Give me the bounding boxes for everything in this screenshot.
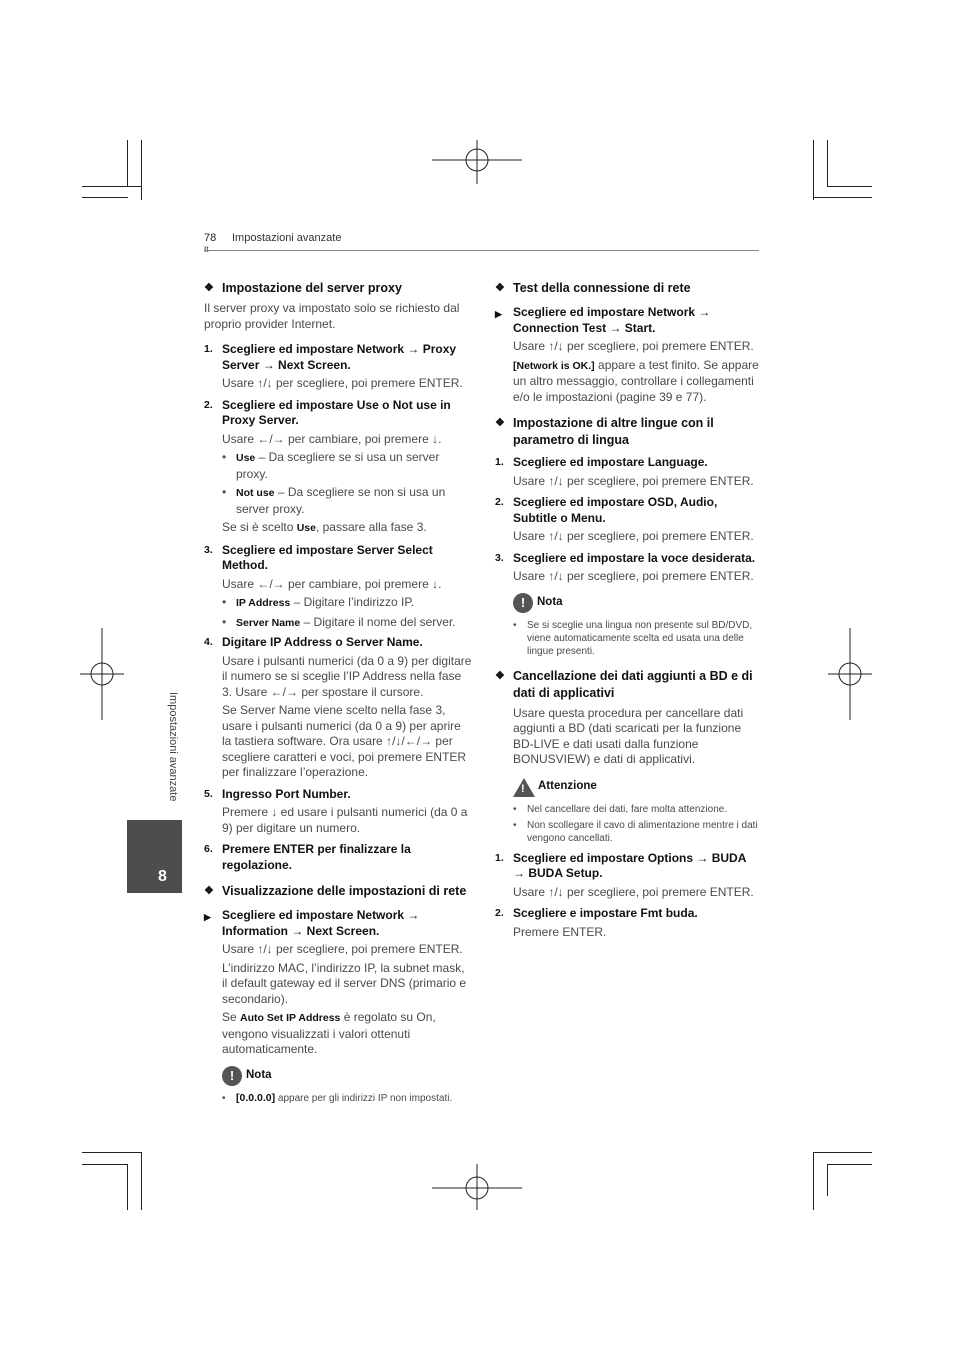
step-text: [Network is OK.] appare a test finito. Se appare un altro messaggio, controllare i collegamenti e/o le impostazioni (pagine 39 e 77). (513, 357, 759, 404)
right-column (495, 280, 760, 943)
step-text: Usare ↑/↓ per scegliere, poi premere ENTER. (513, 884, 754, 899)
step-text: Se Auto Set IP Address è regolato su On, vengono visualizzati i valori ottenuti automaticamente. (222, 1010, 436, 1056)
step-text: Usare ←/→ per cambiare, poi premere ↓. (222, 431, 442, 446)
warning-icon: ! (513, 778, 535, 797)
note-heading: ! Nota (222, 1066, 472, 1086)
registration-mark-bottom (430, 1164, 524, 1210)
exclamation-icon: ! (222, 1066, 242, 1086)
bullet: • Not use – Da scegliere se non si usa un server proxy. (222, 485, 446, 516)
step-text: L’indirizzo MAC, l’indirizzo IP, la subnet mask, il default gateway ed il server DNS (primario e secondario). (222, 960, 467, 1006)
step-text: Usare i pulsanti numerici (da 0 a 9) per digitare il numero se si sceglie l’IP Address nella fase 3. Usare ←/→ per spostare il cursore. (222, 653, 472, 699)
registration-mark-left (80, 628, 126, 720)
bullet: • IP Address – Digitare l’indirizzo IP. (222, 595, 415, 609)
running-header: Impostazioni avanzate (232, 232, 342, 244)
exclamation-icon: ! (513, 593, 533, 613)
section-heading: ❖ Impostazione di altre lingue con il parametro di lingua (495, 416, 714, 447)
note-heading: ! Nota (513, 593, 760, 613)
side-tab-label: Impostazioni avanzate (167, 692, 179, 802)
step: 6. Premere ENTER per finalizzare la regolazione. (204, 842, 411, 872)
warning-heading: ! Attenzione (513, 778, 760, 797)
step-text: Usare ↑/↓ per scegliere, poi premere ENTER. (513, 473, 754, 488)
step: 2. Scegliere e impostare Fmt buda. (495, 906, 698, 920)
step: 1. Scegliere ed impostare Network → Proxy Server → Next Screen. (204, 342, 457, 372)
header-rule (204, 250, 759, 251)
bullet: • Use – Da scegliere se si usa un server proxy. (222, 450, 440, 481)
section-heading: ❖ Cancellazione dei dati aggiunti a BD e di dati di applicativi (495, 668, 753, 700)
step-text: Usare ←/→ per cambiare, poi premere ↓. (222, 576, 442, 591)
step: 5. Ingresso Port Number. (204, 786, 351, 801)
step: 3. Scegliere ed impostare la voce desiderata. (495, 550, 756, 565)
step-text: Usare ↑/↓ per scegliere, poi premere ENTER. (513, 529, 754, 543)
section-heading: ❖ Impostazione del server proxy (204, 281, 402, 295)
step: 2. Scegliere ed impostare OSD, Audio, Subtitle o Menu. (495, 495, 718, 525)
paragraph: Usare questa procedura per cancellare dati aggiunti a BD (dati scaricati per la funzione BD-LIVE e dati usati dalla funzione BONUSVIEW) e dati di applicativi. (513, 705, 744, 766)
step: 1. Scegliere ed impostare Options → BUDA → BUDA Setup. (495, 850, 746, 880)
section-heading: ❖ Test della connessione di rete (495, 281, 691, 295)
registration-mark-top (430, 140, 524, 186)
step-text: Se Server Name viene scelto nella fase 3, usare i pulsanti numerici (da 0 a 9) per aprire la tastiera software. Ora usare ↑/↓/←/→ per scegliere caratteri e voci, poi premere ENTER per finalizzare l’operazione. (222, 703, 467, 779)
section-heading: ❖ Visualizzazione delle impostazioni di rete (204, 884, 467, 898)
step: 3. Scegliere ed impostare Server Select Method. (204, 542, 433, 572)
page-number: 78 (204, 232, 217, 244)
step-text: Usare ↑/↓ per scegliere, poi premere ENTER. (222, 376, 463, 390)
step-text: Usare ↑/↓ per scegliere, poi premere ENTER. (222, 942, 463, 956)
step: 4. Digitare IP Address o Server Name. (204, 635, 423, 649)
step: ▶ Scegliere ed impostare Network → Connection Test → Start. (495, 305, 711, 335)
step-text: Usare ↑/↓ per scegliere, poi premere ENTER. (513, 569, 754, 583)
note-bullet: • [0.0.0.0] appare per gli indirizzi IP non impostati. (222, 1091, 453, 1104)
paragraph: Il server proxy va impostato solo se richiesto dal proprio provider Internet. (204, 301, 460, 331)
step-text: Se si è scelto Use, passare alla fase 3. (222, 520, 427, 534)
step-text: Premere ENTER. (513, 924, 607, 939)
step-text: Premere ↓ ed usare i pulsanti numerici (da 0 a 9) per digitare un numero. (222, 805, 468, 835)
step: 2. Scegliere ed impostare Use o Not use in Proxy Server. (204, 397, 451, 427)
note-bullet: • Se si sceglie una lingua non presente sul BD/DVD, viene automaticamente scelta ed usata una delle lingue presenti. (513, 619, 753, 657)
chapter-number: 8 (158, 868, 167, 885)
warning-bullet: • Non scollegare il cavo di alimentazione mentre i dati vengono cancellati. (513, 819, 758, 844)
warning-bullet: • Nel cancellare dei dati, fare molta attenzione. (513, 803, 728, 815)
step: 1. Scegliere ed impostare Language. (495, 455, 708, 469)
step: ▶ Scegliere ed impostare Network → Information → Next Screen. (204, 908, 420, 938)
bullet: • Server Name – Digitare il nome del server. (222, 614, 456, 629)
step-text: Usare ↑/↓ per scegliere, poi premere ENTER. (513, 339, 754, 353)
left-column (204, 280, 472, 1108)
chapter-tab (127, 820, 182, 893)
registration-mark-right (826, 628, 872, 720)
